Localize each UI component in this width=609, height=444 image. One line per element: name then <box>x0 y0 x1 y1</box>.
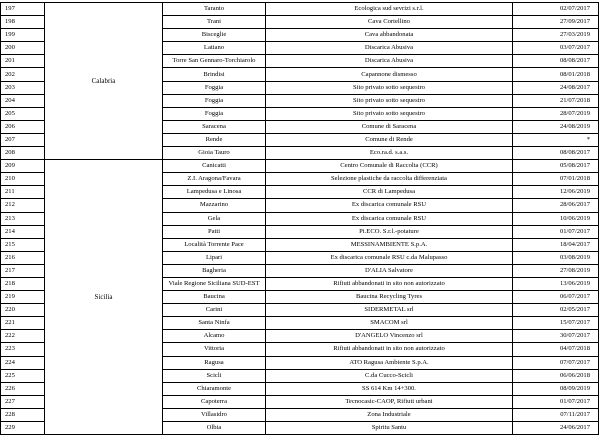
site-cell: Tecnocasic-CAOP, Rifiuti urbani <box>266 395 513 408</box>
row-number: 209 <box>1 160 45 173</box>
date-cell: 08/01/2018 <box>513 68 599 81</box>
date-cell: 21/07/2018 <box>513 94 599 107</box>
site-cell: Eco.ra.d. s.a.s. <box>266 147 513 160</box>
site-cell: ATO Ragusa Ambiente S.p.A. <box>266 356 513 369</box>
city-cell: Alcamo <box>163 330 266 343</box>
city-cell: Z.I. Aragona/Favara <box>163 173 266 186</box>
region-cell: Calabria <box>45 3 163 160</box>
date-cell: 24/06/2017 <box>513 422 599 435</box>
site-cell: Selezione plastiche da raccolta differenziata <box>266 173 513 186</box>
site-cell: Cava Cortellino <box>266 16 513 29</box>
city-cell: Mazzarino <box>163 199 266 212</box>
date-cell: 03/07/2017 <box>513 42 599 55</box>
site-cell: SS 614 Km 14+300. <box>266 382 513 395</box>
date-cell: 12/06/2019 <box>513 186 599 199</box>
row-number: 206 <box>1 120 45 133</box>
site-cell: Sito privato sotto sequestro <box>266 94 513 107</box>
row-number: 214 <box>1 225 45 238</box>
city-cell: Brindisi <box>163 68 266 81</box>
date-cell: 13/06/2019 <box>513 277 599 290</box>
city-cell: Gela <box>163 212 266 225</box>
date-cell: 08/08/2017 <box>513 147 599 160</box>
row-number: 197 <box>1 3 45 16</box>
date-cell: 08/08/2017 <box>513 55 599 68</box>
site-cell: Baucina Recycling Tyres <box>266 291 513 304</box>
row-number: 227 <box>1 395 45 408</box>
site-cell: Cava abbandonata <box>266 29 513 42</box>
city-cell: Capoterra <box>163 395 266 408</box>
city-cell: Baucina <box>163 291 266 304</box>
site-cell: Rifiuti abbandonati in sito non autorizzato <box>266 277 513 290</box>
date-cell: 27/08/2019 <box>513 264 599 277</box>
row-number: 219 <box>1 291 45 304</box>
row-number: 218 <box>1 277 45 290</box>
date-cell: 07/01/2018 <box>513 173 599 186</box>
date-cell: 27/09/2017 <box>513 16 599 29</box>
site-cell: Capannone dismesso <box>266 68 513 81</box>
row-number: 207 <box>1 133 45 146</box>
city-cell: Trani <box>163 16 266 29</box>
city-cell: Carini <box>163 304 266 317</box>
city-cell: Canicatti <box>163 160 266 173</box>
row-number: 213 <box>1 212 45 225</box>
date-cell: 28/07/2019 <box>513 107 599 120</box>
date-cell: 28/06/2017 <box>513 199 599 212</box>
city-cell: Bisceglie <box>163 29 266 42</box>
site-cell: SIDERMETAL srl <box>266 304 513 317</box>
city-cell: Santa Ninfa <box>163 317 266 330</box>
date-cell: 01/07/2017 <box>513 395 599 408</box>
row-number: 222 <box>1 330 45 343</box>
site-cell: Ex discarica comunale RSU <box>266 199 513 212</box>
date-cell: 07/11/2017 <box>513 408 599 421</box>
row-number: 205 <box>1 107 45 120</box>
site-cell: D'ALIA Salvatore <box>266 264 513 277</box>
row-number: 210 <box>1 173 45 186</box>
city-cell: Rende <box>163 133 266 146</box>
city-cell: Latiano <box>163 42 266 55</box>
row-number: 225 <box>1 369 45 382</box>
city-cell: Saracena <box>163 120 266 133</box>
city-cell: Viale Regione Siciliana SUD-EST <box>163 277 266 290</box>
city-cell: Ragusa <box>163 356 266 369</box>
city-cell: Patti <box>163 225 266 238</box>
city-cell: Bagheria <box>163 264 266 277</box>
site-cell: Sito privato sotto sequestro <box>266 107 513 120</box>
city-cell: Foggia <box>163 107 266 120</box>
city-cell: Foggia <box>163 81 266 94</box>
site-cell: Rifiuti abbandonati in sito non autorizzato <box>266 343 513 356</box>
site-cell: Centro Comunale di Raccolta (CCR) <box>266 160 513 173</box>
row-number: 221 <box>1 317 45 330</box>
row-number: 198 <box>1 16 45 29</box>
row-number: 226 <box>1 382 45 395</box>
site-cell: Ex discarica comunale RSU <box>266 212 513 225</box>
site-cell: CCR di Lampedusa <box>266 186 513 199</box>
date-cell: 03/08/2019 <box>513 251 599 264</box>
site-cell: Comune di Rende <box>266 133 513 146</box>
site-cell: Zona Industriale <box>266 408 513 421</box>
date-cell: 05/08/2017 <box>513 160 599 173</box>
table-row <box>1 160 599 173</box>
city-cell: Villasidro <box>163 408 266 421</box>
row-number: 212 <box>1 199 45 212</box>
date-cell: 02/07/2017 <box>513 3 599 16</box>
city-cell: Taranto <box>163 3 266 16</box>
city-cell: Foggia <box>163 94 266 107</box>
date-cell: 10/06/2019 <box>513 212 599 225</box>
date-cell: 18/04/2017 <box>513 238 599 251</box>
city-cell: Località Torrente Pace <box>163 238 266 251</box>
date-cell: 01/07/2017 <box>513 225 599 238</box>
date-cell: 08/09/2019 <box>513 382 599 395</box>
site-cell: SMACOM srl <box>266 317 513 330</box>
city-cell: Torre San Gennaro-Torchiarolo <box>163 55 266 68</box>
site-cell: Comune di Saracena <box>266 120 513 133</box>
row-number: 204 <box>1 94 45 107</box>
site-cell: Discarica Abusiva <box>266 42 513 55</box>
site-cell: D'ANGELO Vincenzo srl <box>266 330 513 343</box>
date-cell: 24/08/2019 <box>513 120 599 133</box>
row-number: 215 <box>1 238 45 251</box>
date-cell: 07/07/2017 <box>513 356 599 369</box>
row-number: 203 <box>1 81 45 94</box>
city-cell: Lampedusa e Linosa <box>163 186 266 199</box>
date-cell: 30/07/2017 <box>513 330 599 343</box>
site-cell: Spiritu Santu <box>266 422 513 435</box>
site-cell: Discarica Abusiva <box>266 55 513 68</box>
city-cell: Chiaramonte <box>163 382 266 395</box>
city-cell: Vittoria <box>163 343 266 356</box>
row-number: 216 <box>1 251 45 264</box>
row-number: 211 <box>1 186 45 199</box>
row-number: 224 <box>1 356 45 369</box>
row-number: 208 <box>1 147 45 160</box>
site-cell: C.da Cucco-Scicli <box>266 369 513 382</box>
sites-table <box>0 2 599 435</box>
city-cell: Scicli <box>163 369 266 382</box>
site-cell: Ex discarica comunale RSU c.da Malupasso <box>266 251 513 264</box>
date-cell: 06/07/2017 <box>513 291 599 304</box>
row-number: 229 <box>1 422 45 435</box>
row-number: 200 <box>1 42 45 55</box>
row-number: 223 <box>1 343 45 356</box>
site-cell: Sito privato sotto sequestro <box>266 81 513 94</box>
row-number: 201 <box>1 55 45 68</box>
row-number: 199 <box>1 29 45 42</box>
site-cell: Pi.ECO. S.r.l.-potature <box>266 225 513 238</box>
date-cell: 27/03/2019 <box>513 29 599 42</box>
site-cell: MESSINAMBIENTE S.p.A. <box>266 238 513 251</box>
date-cell: 02/05/2017 <box>513 304 599 317</box>
row-number: 220 <box>1 304 45 317</box>
site-cell: Ecologica sud sevrizi s.r.l. <box>266 3 513 16</box>
region-cell: Sicilia <box>45 160 163 435</box>
row-number: 228 <box>1 408 45 421</box>
city-cell: Olbia <box>163 422 266 435</box>
date-cell: 24/08/2017 <box>513 81 599 94</box>
row-number: 217 <box>1 264 45 277</box>
row-number: 202 <box>1 68 45 81</box>
table-row <box>1 3 599 16</box>
sites-table-body <box>1 3 599 435</box>
city-cell: Gioia Tauro <box>163 147 266 160</box>
date-cell: 04/07/2018 <box>513 343 599 356</box>
date-cell: 15/07/2017 <box>513 317 599 330</box>
date-cell: 06/06/2018 <box>513 369 599 382</box>
date-cell: * <box>513 133 599 146</box>
city-cell: Lipari <box>163 251 266 264</box>
